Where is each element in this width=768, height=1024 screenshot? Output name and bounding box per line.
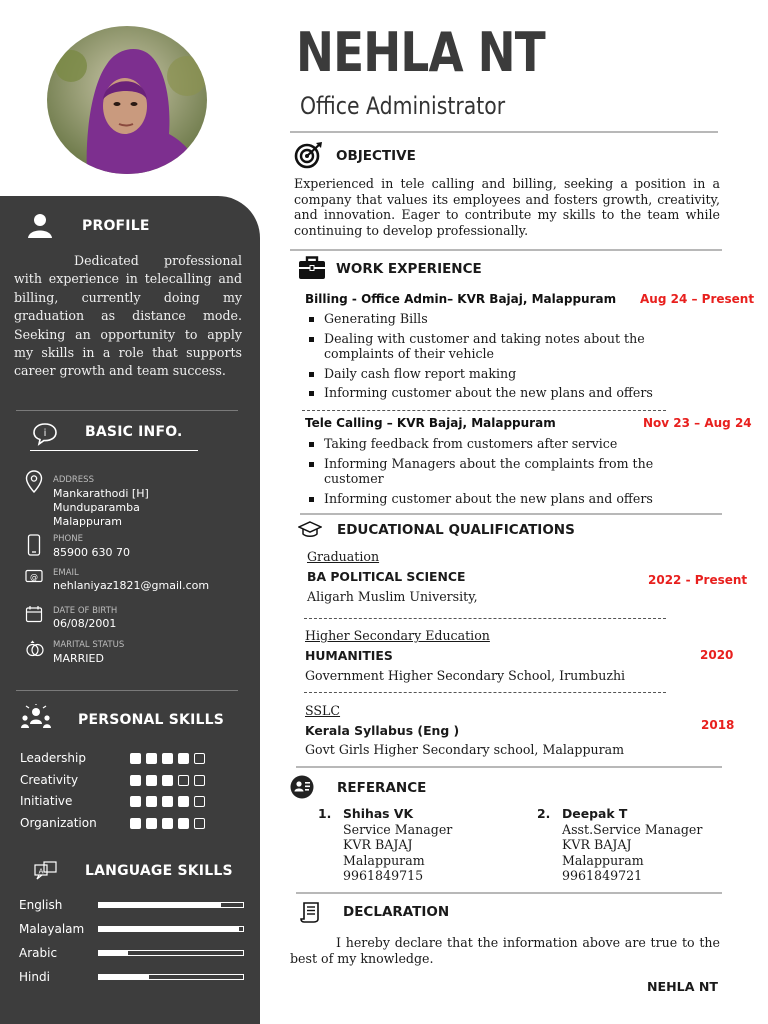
rating-filled — [146, 796, 157, 807]
rating-empty — [194, 775, 205, 786]
job-2-title: Tele Calling – KVR Bajaj, Malappuram — [305, 416, 556, 430]
list-item: Taking feedback from customers after service — [306, 436, 681, 452]
rating-filled — [178, 796, 189, 807]
edu-2-year: 2020 — [700, 648, 734, 662]
rating-filled — [178, 753, 189, 764]
chat-bubble-icon — [32, 422, 58, 450]
target-icon — [294, 141, 324, 173]
rating-filled — [130, 775, 141, 786]
list-item: Informing customer about the new plans and offers — [306, 491, 681, 507]
language-level-bar — [98, 902, 244, 908]
contacts-icon — [290, 775, 314, 803]
skill-rating — [130, 796, 205, 807]
rating-empty — [194, 818, 205, 829]
reference-1 — [343, 806, 452, 884]
declaration-heading: DECLARATION — [343, 904, 450, 920]
list-item: Generating Bills — [306, 311, 676, 327]
language-name: Hindi — [19, 970, 50, 984]
signature-name: NEHLA NT — [647, 979, 718, 994]
list-item: Informing Managers about the complaints from the customer — [306, 456, 681, 487]
objective-text: Experienced in tele calling and billing, seeking a position in a company that values its employees and fosters growth, creativity, and innovation. Eager to contribute my skills to the team while continuing to develop professionally. — [294, 176, 720, 238]
reference-2-company: KVR BAJAJ — [562, 837, 632, 853]
list-item: Informing customer about the new plans and offers — [306, 385, 676, 401]
rating-filled — [178, 818, 189, 829]
reference-2-phone[interactable]: 9961849721 — [562, 868, 643, 884]
language-level-bar — [98, 950, 244, 956]
list-item: Dealing with customer and taking notes about the complaints of their vehicle — [306, 331, 676, 362]
language-level-bar — [98, 926, 244, 932]
dob-value: 06/08/2001 — [53, 617, 117, 630]
candidate-name: NEHLA NT — [296, 21, 545, 84]
edu-2-institution: Government Higher Secondary School, Irumbuzhi — [305, 668, 626, 683]
calendar-icon — [25, 605, 43, 627]
rating-filled — [130, 796, 141, 807]
skill-rating — [130, 818, 205, 829]
rating-empty — [194, 796, 205, 807]
edu-1-level: Graduation — [307, 549, 380, 564]
language-skills-heading: LANGUAGE SKILLS — [85, 863, 233, 879]
skill-name: Creativity — [20, 772, 79, 787]
reference-2-name: Deepak T — [562, 806, 628, 821]
rating-filled — [146, 818, 157, 829]
objective-heading: OBJECTIVE — [336, 148, 416, 164]
translate-icon — [34, 861, 58, 885]
rating-empty — [178, 775, 189, 786]
address-line-1: Mankarathodi [H] — [53, 487, 149, 500]
address-label: ADDRESS — [53, 475, 94, 485]
reference-2-place: Malappuram — [562, 852, 644, 868]
language-level-fill — [99, 975, 149, 979]
skill-name: Organization — [20, 815, 97, 830]
edu-1-course: BA POLITICAL SCIENCE — [307, 569, 466, 584]
profile-photo — [47, 26, 207, 174]
svg-text:A: A — [38, 867, 44, 876]
language-level-fill — [99, 927, 239, 931]
rating-filled — [162, 796, 173, 807]
reference-1-company: KVR BAJAJ — [343, 837, 413, 853]
address-line-3: Malappuram — [53, 515, 122, 528]
phone-value[interactable]: 85900 630 70 — [53, 546, 130, 559]
reference-2 — [562, 806, 702, 884]
rings-icon — [25, 639, 45, 661]
personal-skills-heading: PERSONAL SKILLS — [78, 712, 225, 728]
reference-heading: REFERANCE — [337, 780, 427, 796]
reference-2-role: Asst.Service Manager — [562, 821, 703, 837]
skill-name: Initiative — [20, 794, 73, 808]
language-name: Arabic — [19, 946, 58, 960]
scroll-icon — [300, 901, 322, 927]
svg-text:i: i — [43, 428, 47, 439]
job-1-dates: Aug 24 – Present — [640, 292, 755, 306]
email-value[interactable]: nehlaniyaz1821@gmail.com — [53, 579, 210, 592]
team-icon — [20, 704, 52, 738]
rating-filled — [162, 775, 173, 786]
marital-value: MARRIED — [53, 652, 104, 665]
skill-rating — [130, 775, 205, 786]
rating-filled — [162, 753, 173, 764]
edu-1-year: 2022 - Present — [648, 573, 748, 587]
job-2-duties — [306, 436, 681, 510]
job-1-title: Billing - Office Admin– KVR Bajaj, Malappuram — [305, 292, 617, 306]
edu-3-course: Kerala Syllabus (Eng ) — [305, 723, 460, 738]
language-name: English — [19, 898, 63, 912]
marital-label: MARITAL STATUS — [53, 640, 125, 650]
language-name: Malayalam — [19, 922, 85, 936]
rating-filled — [130, 753, 141, 764]
rating-filled — [130, 818, 141, 829]
edu-1-institution: Aligarh Muslim University, — [307, 589, 478, 604]
email-icon — [25, 568, 43, 587]
reference-1-place: Malappuram — [343, 852, 425, 868]
rating-filled — [146, 753, 157, 764]
edu-2-level: Higher Secondary Education — [305, 628, 490, 643]
language-level-fill — [99, 951, 128, 955]
language-level-fill — [99, 903, 221, 907]
edu-3-level: SSLC — [305, 703, 341, 718]
sidebar — [0, 196, 260, 1024]
address-line-2: Munduparamba — [53, 501, 140, 514]
reference-1-role: Service Manager — [343, 821, 453, 837]
job-1-duties — [306, 311, 676, 405]
education-heading: EDUCATIONAL QUALIFICATIONS — [337, 522, 575, 538]
dob-label: DATE OF BIRTH — [53, 606, 118, 616]
edu-2-course: HUMANITIES — [305, 648, 393, 663]
person-icon — [26, 213, 54, 243]
rating-filled — [162, 818, 173, 829]
edu-3-year: 2018 — [701, 718, 735, 732]
skill-rating — [130, 753, 205, 764]
phone-icon — [27, 534, 41, 560]
rating-filled — [146, 775, 157, 786]
reference-2-number: 2. — [537, 806, 551, 821]
location-pin-icon — [25, 470, 43, 498]
rating-empty — [194, 753, 205, 764]
graduation-cap-icon — [298, 520, 322, 542]
job-title: Office Administrator — [300, 92, 506, 120]
skill-name: Leadership — [20, 751, 86, 765]
profile-heading: PROFILE — [82, 218, 150, 234]
job-2-dates: Nov 23 – Aug 24 — [643, 416, 752, 430]
basic-info-heading: BASIC INFO. — [85, 424, 183, 440]
phone-label: PHONE — [53, 534, 83, 544]
briefcase-icon — [298, 255, 326, 284]
reference-1-name: Shihas VK — [343, 806, 414, 821]
language-level-bar — [98, 974, 244, 980]
profile-text: Dedicated professional with experience in telecalling and billing, currently doing my graduation as distance mode. Seeking an opportunity to apply my skills in a role that supports career growth and team success. — [14, 253, 242, 379]
list-item: Daily cash flow report making — [306, 366, 676, 382]
reference-1-phone[interactable]: 9961849715 — [343, 868, 424, 884]
reference-1-number: 1. — [318, 806, 332, 821]
declaration-text: I hereby declare that the information above are true to the best of my knowledge. — [290, 935, 720, 966]
email-label: EMAIL — [53, 568, 79, 578]
svg-text:@: @ — [30, 572, 38, 582]
work-experience-heading: WORK EXPERIENCE — [336, 261, 482, 277]
edu-3-institution: Govt Girls Higher Secondary school, Malappuram — [305, 742, 625, 757]
